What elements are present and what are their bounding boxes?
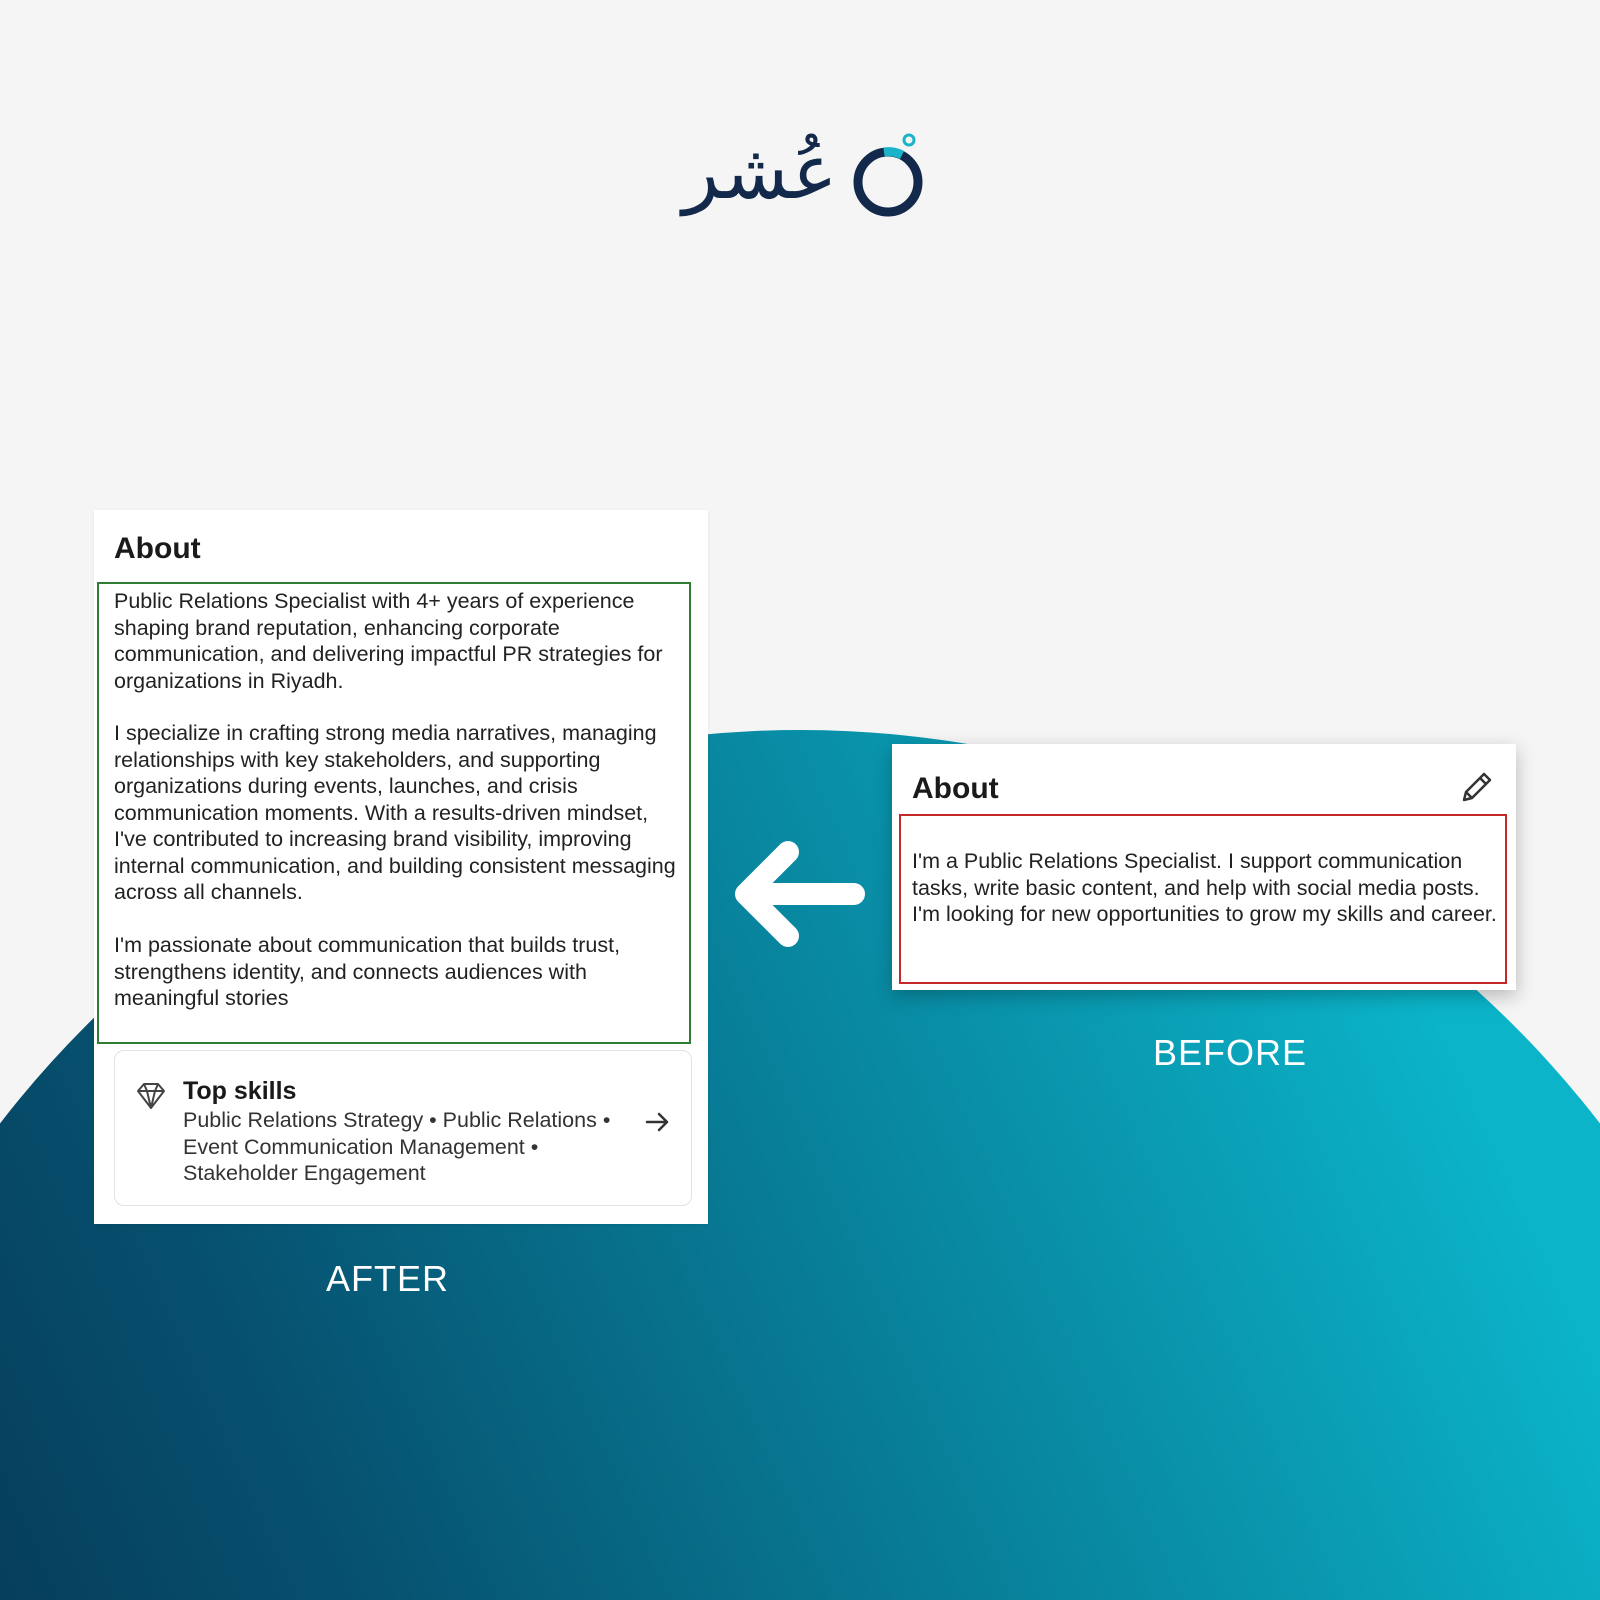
after-about-card	[94, 510, 708, 1224]
diamond-icon	[135, 1081, 167, 1111]
before-label: BEFORE	[1153, 1032, 1308, 1073]
top-skills-list: Public Relations Strategy • Public Relations • Event Communication Management • Stakeholder Engagement	[183, 1108, 611, 1185]
after-about-title: About	[114, 532, 201, 565]
after-paragraph-3: I'm passionate about communication that builds trust, strengthens identity, and connects audiences with meaningful stories	[114, 933, 621, 1010]
logo-text: عُشر	[682, 127, 838, 216]
top-skills-section[interactable]	[114, 1050, 692, 1206]
after-paragraph-2: I specialize in crafting strong media narratives, managing relationships with key stakeholders, and supporting organizations during events, launches, and crisis communication moments. With a results-driven mindset, I've contributed to increasing brand visibility, improving internal communication, and building consistent messaging across all channels.	[114, 721, 676, 904]
before-about-title: About	[912, 772, 999, 805]
before-about-card	[892, 744, 1516, 990]
arrow-right-icon[interactable]	[645, 1111, 671, 1133]
pencil-icon[interactable]	[1458, 770, 1494, 806]
arrow-left-icon	[730, 838, 866, 950]
after-paragraph-1: Public Relations Specialist with 4+ years of experience shaping brand reputation, enhancing corporate communication, and delivering impactful PR strategies for organizations in Riyadh.	[114, 589, 663, 693]
brand-logo	[660, 128, 940, 228]
before-paragraph: I'm a Public Relations Specialist. I support communication tasks, write basic content, and help with social media posts. I'm looking for new opportunities to grow my skills and career.	[912, 849, 1497, 926]
after-label: AFTER	[326, 1258, 450, 1299]
top-skills-title: Top skills	[183, 1077, 297, 1105]
logo-ring-icon	[850, 130, 936, 224]
